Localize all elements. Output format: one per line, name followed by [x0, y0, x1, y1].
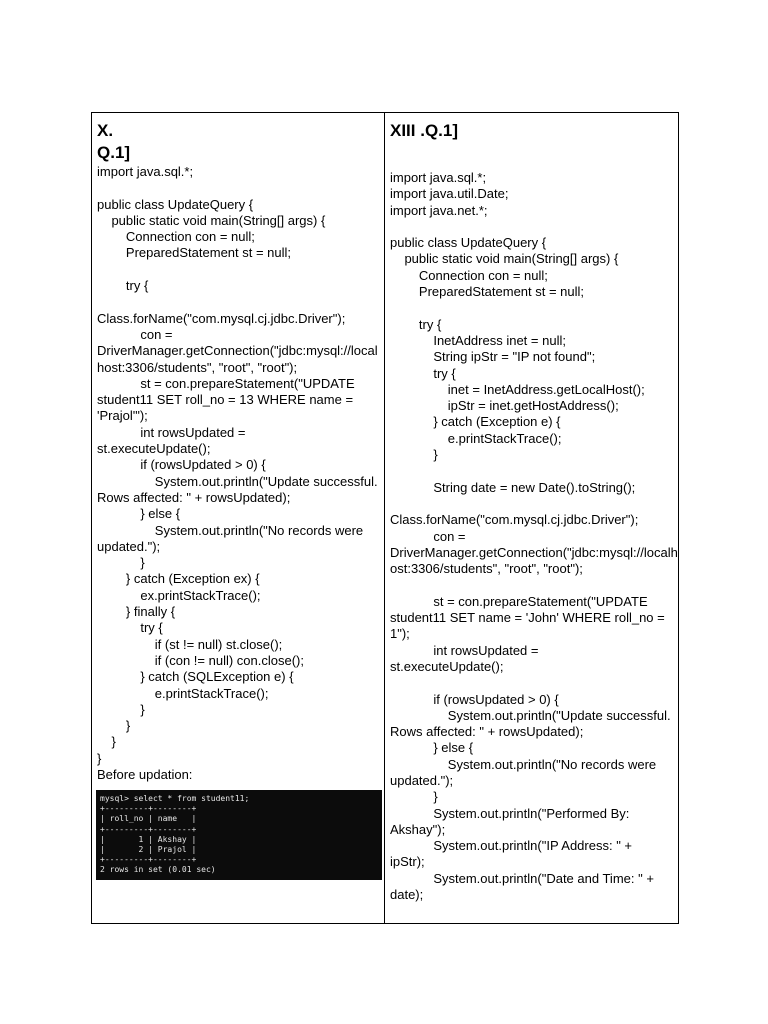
right-code-block: import java.sql.*; import java.util.Date; import java.net.*; public class UpdateQuery { public static void main(String[] args) { Connection con = null; PreparedStatement st = null; try { InetAddress inet = null; String ipStr = "IP not found"; try { inet = InetAddress.getLocalHost(); ipStr = inet.getHostAddress(); } catch (Exception e) { e.printStackTrace(); } String date = new Date().toString(); Class.forName("com.mysql.cj.jdbc.Driver"); con = DriverManager.getConnection("jdbc:mysql://localhost:3306/students", "root", "root"); st = con.prepareStatement("UPDATE student11 SET name = 'John' WHERE roll_no = 1"); int rowsUpdated = st.executeUpdate(); if (rowsUpdated > 0) { System.out.println("Update successful. Rows affected: " + rowsUpdated); } else { System.out.println("No records were updated."); } System.out.println("Performed By: Akshay"); System.out.println("IP Address: " + ipStr); System.out.println("Date and Time: " + date);: [390, 170, 678, 903]
left-cell: [92, 112, 384, 783]
mysql-terminal-screenshot: mysql> select * from student11; +---------+--------+ | roll_no | name | +---------+--------+ | 1 | Akshay | | 2 | Prajol | +---------+--------+ 2 rows in set (0.01 sec): [96, 790, 382, 880]
left-question-heading: X. Q.1]: [97, 121, 131, 162]
right-cell: [385, 112, 678, 903]
before-updation-label: Before updation:: [97, 766, 193, 782]
right-question-heading: XIII .Q.1]: [390, 121, 459, 140]
left-code-block: import java.sql.*; public class UpdateQuery { public static void main(String[] args) { Connection con = null; PreparedStatement st = null; try { Class.forName("com.mysql.cj.jdbc.Driver"); con = DriverManager.getConnection("jdbc:mysql://localhost:3306/students", "root", "root"); st = con.prepareStatement("UPDATE student11 SET roll_no = 13 WHERE name = 'Prajol'"); int rowsUpdated = st.executeUpdate(); if (rowsUpdated > 0) { System.out.println("Update successful. Rows affected: " + rowsUpdated); } else { System.out.println("No records were updated."); } } catch (Exception ex) { ex.printStackTrace(); } finally { try { if (st != null) st.close(); if (con != null) con.close(); } catch (SQLException e) { e.printStackTrace(); } } } }: [97, 164, 378, 766]
